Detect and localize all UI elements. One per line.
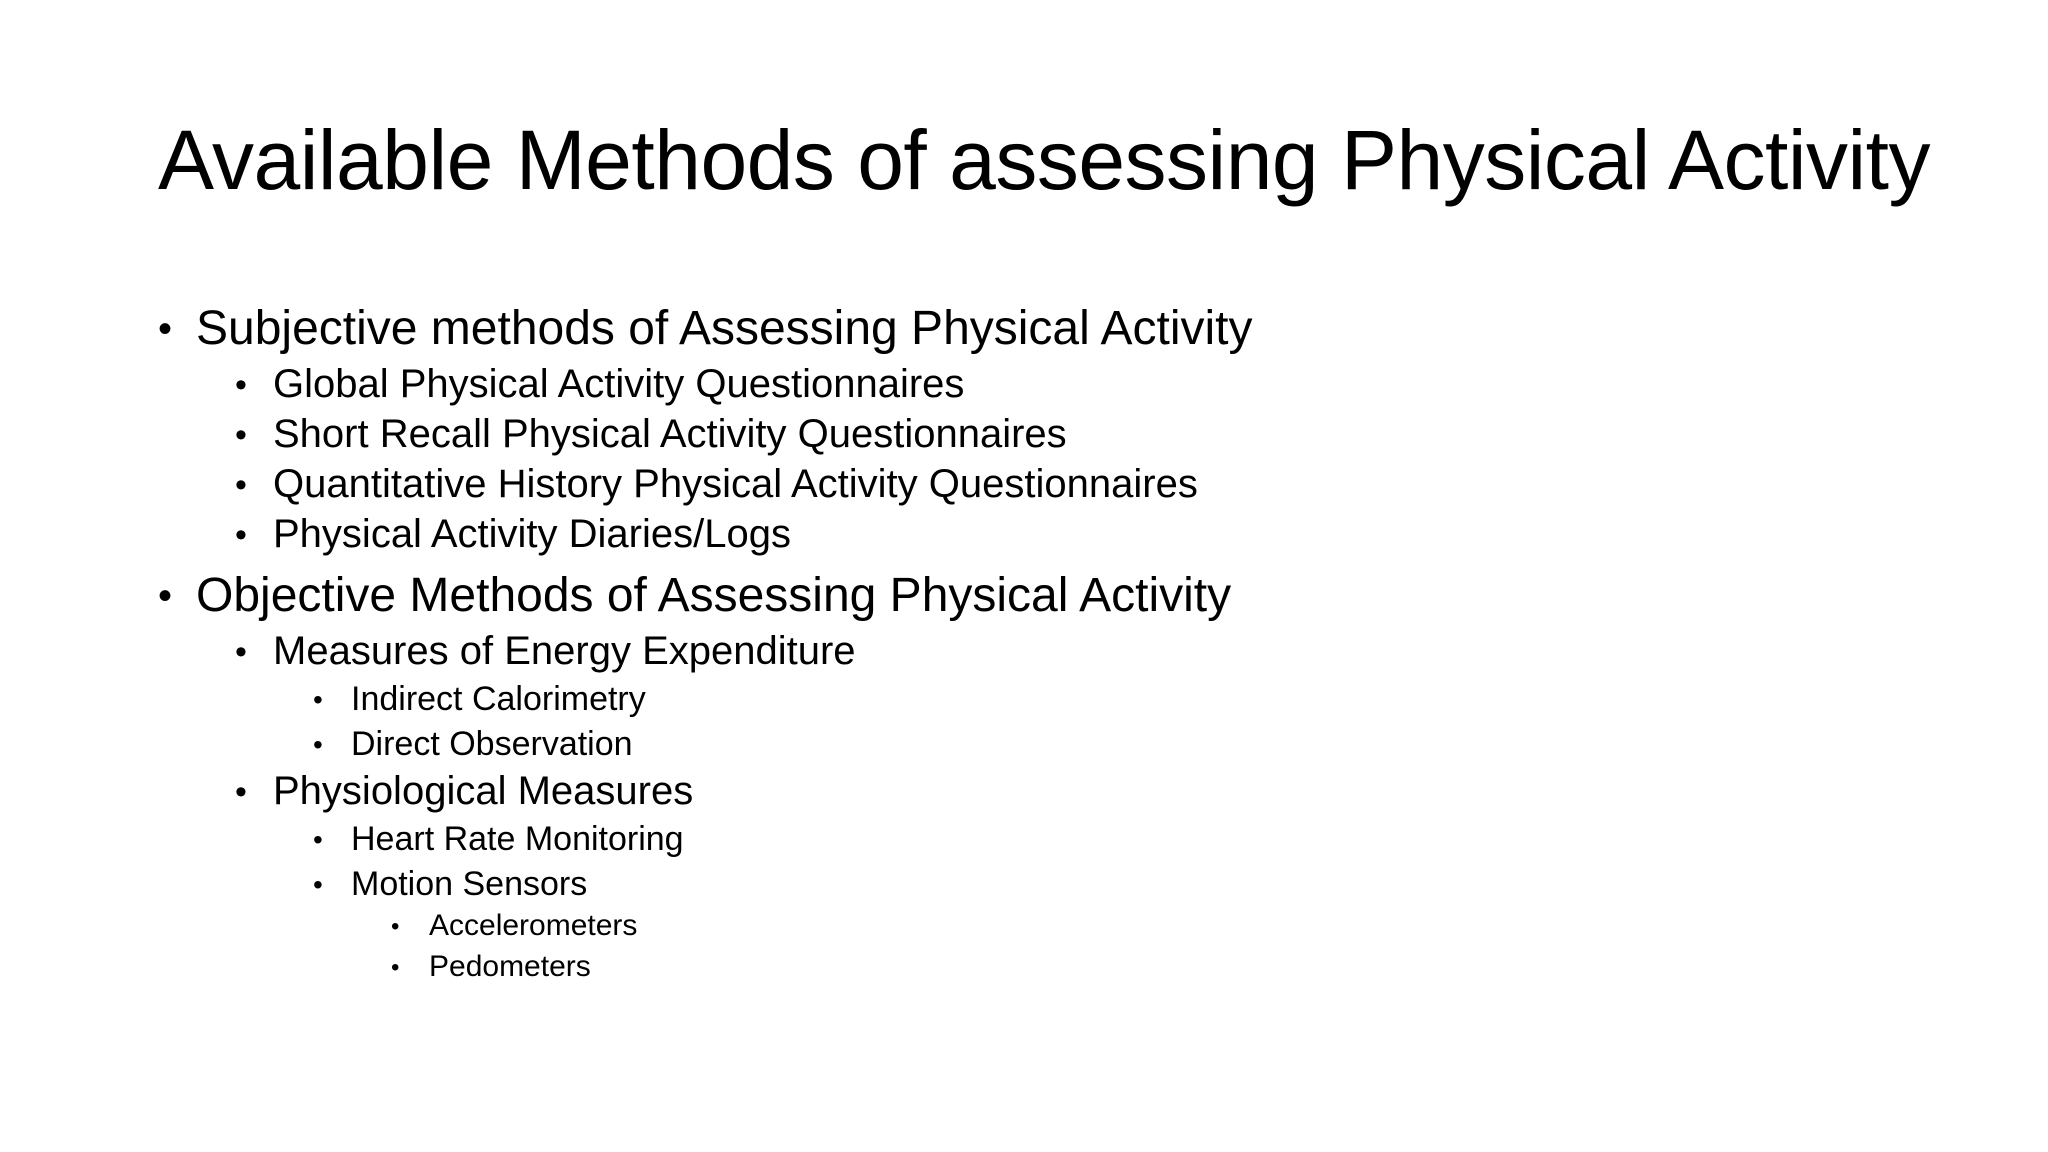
bullet-item xyxy=(391,911,1858,941)
bullet-icon: • xyxy=(313,684,323,715)
bullet-item xyxy=(158,569,1858,622)
bullet-text: Direct Observation xyxy=(351,725,633,763)
bullet-text: Short Recall Physical Activity Questionnaires xyxy=(273,412,1067,456)
bullet-icon: • xyxy=(391,913,400,940)
bullet-icon: • xyxy=(235,366,247,404)
bullet-item xyxy=(313,867,1858,901)
bullet-text: Quantitative History Physical Activity Questionnaires xyxy=(273,462,1198,506)
bullet-text: Heart Rate Monitoring xyxy=(351,820,684,858)
bullet-icon: • xyxy=(313,824,323,855)
bullet-item xyxy=(235,364,1858,404)
bullet-text: Objective Methods of Assessing Physical Activity xyxy=(196,569,1232,622)
bullet-item xyxy=(313,727,1858,761)
bullet-text: Accelerometers xyxy=(429,909,638,942)
bullet-text: Subjective methods of Assessing Physical Activity xyxy=(196,302,1253,355)
bullet-text: Physiological Measures xyxy=(273,769,694,813)
bullet-item xyxy=(235,514,1858,554)
bullet-icon: • xyxy=(235,773,247,811)
bullet-text: Motion Sensors xyxy=(351,865,588,903)
bullet-item xyxy=(158,302,1858,355)
bullet-text: Pedometers xyxy=(429,950,591,983)
bullet-icon: • xyxy=(158,574,173,618)
bullet-item xyxy=(313,682,1858,716)
bullet-icon: • xyxy=(158,307,173,351)
bullet-icon: • xyxy=(235,466,247,504)
bullet-icon: • xyxy=(235,416,247,454)
bullet-text: Indirect Calorimetry xyxy=(351,680,646,718)
bullet-icon: • xyxy=(313,869,323,900)
bullet-text: Global Physical Activity Questionnaires xyxy=(273,362,965,406)
bullet-item xyxy=(313,822,1858,856)
slide-title: Available Methods of assessing Physical Activity xyxy=(158,113,1930,207)
bullet-icon: • xyxy=(235,516,247,554)
bullet-icon: • xyxy=(313,729,323,760)
bullet-text: Physical Activity Diaries/Logs xyxy=(273,512,791,556)
bullet-item xyxy=(235,771,1858,811)
bullet-text: Measures of Energy Expenditure xyxy=(273,629,856,673)
bullet-item xyxy=(235,464,1858,504)
bullet-item xyxy=(235,414,1858,454)
bullet-icon: • xyxy=(235,633,247,671)
bullet-icon: • xyxy=(391,954,400,981)
bullet-item xyxy=(391,952,1858,982)
bullet-item xyxy=(235,631,1858,671)
bullet-list xyxy=(158,302,1858,983)
